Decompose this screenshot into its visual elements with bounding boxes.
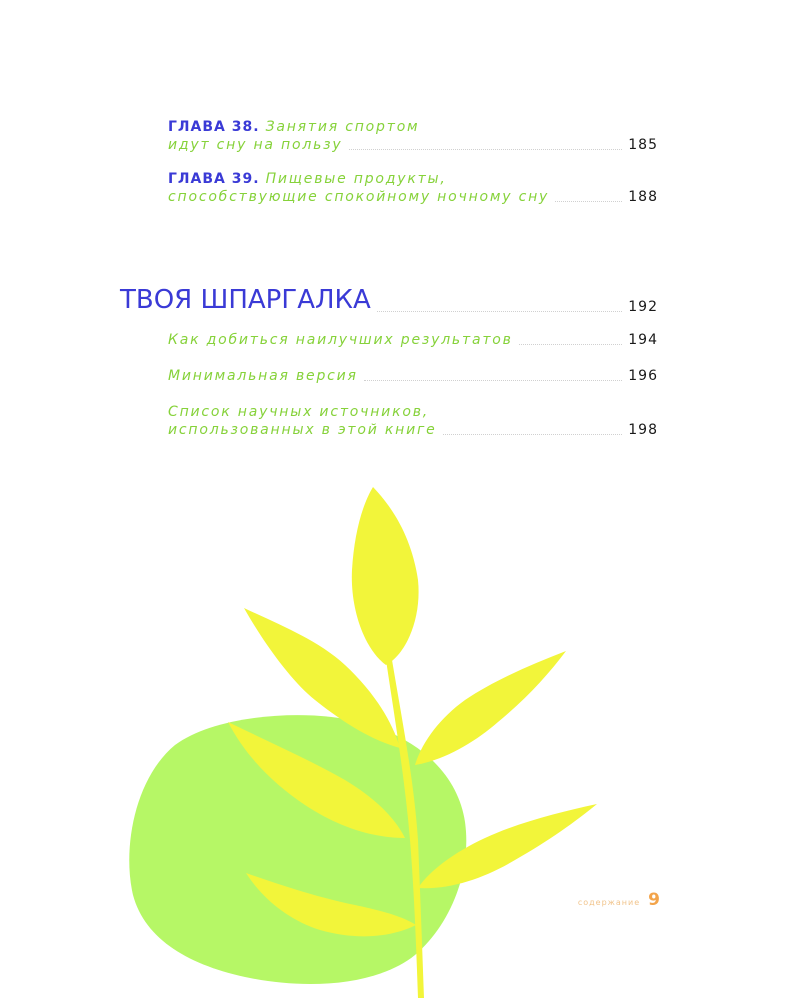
item-title: Как добиться наилучших результатов (168, 332, 513, 348)
toc-item-minimal-version[interactable] (168, 367, 658, 385)
toc-entry-line (168, 170, 658, 188)
page-number: 192 (628, 299, 658, 315)
toc-entry-chapter-39[interactable] (168, 170, 658, 206)
toc-entry-line (168, 403, 658, 421)
page-number: 198 (628, 422, 658, 438)
toc-entry-line (168, 421, 658, 439)
footer-page-number: 9 (648, 890, 660, 910)
dot-leader (443, 433, 622, 435)
chapter-title-line2: способствующие спокойному ночному сну (168, 189, 550, 205)
chapter-label: ГЛАВА 38. (168, 119, 260, 135)
page-number: 194 (628, 332, 658, 348)
page-number: 185 (628, 137, 658, 153)
page-number: 188 (628, 189, 658, 205)
dot-leader (555, 200, 622, 202)
footer-section-label: содержание (577, 898, 641, 907)
toc-entry-line (168, 331, 658, 349)
toc-item-best-results[interactable] (168, 331, 658, 349)
toc-section-cheat-sheet[interactable] (120, 284, 658, 316)
chapter-title-line2: идут сну на пользу (168, 137, 343, 153)
item-title-line2: использованных в этой книге (168, 422, 437, 438)
dot-leader (519, 343, 622, 345)
toc-entry-line (168, 118, 658, 136)
toc-entry-line (168, 188, 658, 206)
toc-entry-line (168, 136, 658, 154)
toc-entry-chapter-38[interactable] (168, 118, 658, 154)
chapter-title-line1: Пищевые продукты, (265, 171, 447, 187)
plant-illustration (0, 470, 800, 1000)
toc-entry-line (168, 367, 658, 385)
chapter-label: ГЛАВА 39. (168, 171, 260, 187)
page-footer (560, 890, 660, 910)
toc-item-references[interactable] (168, 403, 658, 439)
page-number: 196 (628, 368, 658, 384)
chapter-title-line1: Занятия спортом (265, 119, 420, 135)
dot-leader (349, 148, 623, 150)
section-line (120, 284, 658, 316)
dot-leader (364, 379, 622, 381)
section-title: ТВОЯ ШПАРГАЛКА (120, 285, 371, 315)
item-title: Минимальная версия (168, 368, 358, 384)
item-title-line1: Список научных источников, (168, 404, 429, 420)
dot-leader (377, 310, 622, 312)
